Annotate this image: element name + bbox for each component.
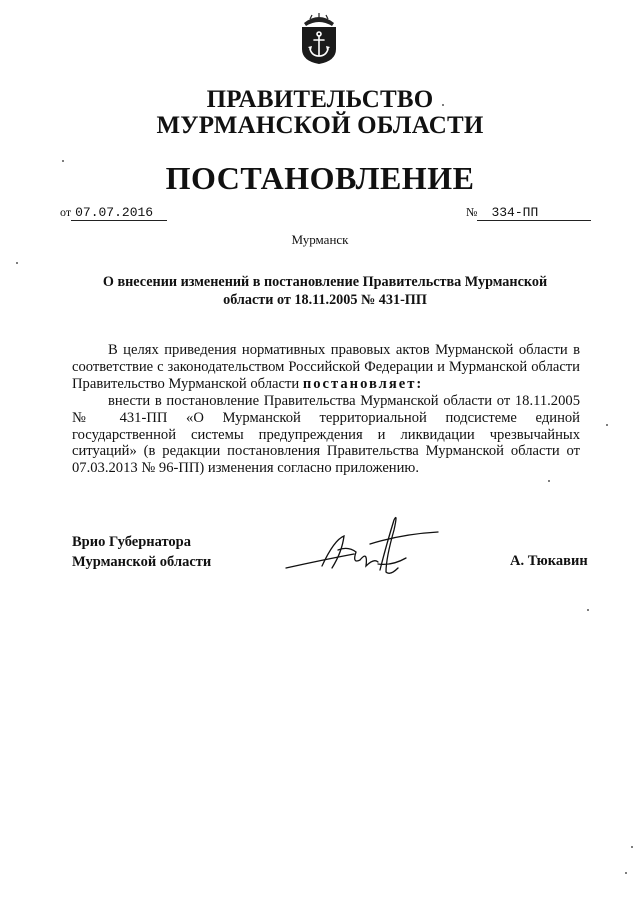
scan-speck [606,424,608,426]
document-number [466,205,591,221]
paragraph1-text: В целях приведения нормативных правовых актов Мурманской области в соответствие с законодательством Российской Федерации и Мурманской области Правительство Мурманской области [72,342,580,392]
scan-speck [442,104,444,106]
government-title-line2: МУРМАНСКОЙ ОБЛАСТИ [156,112,484,139]
position-line2: Мурманской области [72,554,212,570]
position-line1: Врио Губернатора [72,534,191,550]
scan-speck [625,872,627,874]
number-prefix: № [466,205,478,219]
body-paragraph-2: внести в постановление Правительства Мурманской области от 18.11.2005 № 431-ПП «О Мурманской территориальной подсистеме единой государственной системы предупреждения и ликвидации чрезвычайных ситуаций» (в редакции постановления Правительства Мурманской области от 07.03.2013 № 96-ПП) изменения согласно приложению. [72,393,580,477]
scan-speck [631,846,633,848]
scan-speck [548,480,550,482]
subject-line2: области от 18.11.2005 № 431-ПП [223,292,427,308]
scan-speck [587,609,589,611]
government-title-line1: ПРАВИТЕЛЬСТВО [206,86,434,113]
signatory-position [72,532,211,572]
coat-of-arms-icon [298,13,340,65]
number-value: 334-ПП [477,205,591,221]
document-type-title: ПОСТАНОВЛЕНИЕ [165,160,475,196]
scan-speck [62,160,64,162]
date-value: 07.07.2016 [71,205,167,221]
body-paragraph-1 [72,342,580,392]
resolution-keyword: постановляет: [302,375,424,392]
date-prefix: от [60,205,72,219]
city-label: Мурманск [291,232,349,247]
signatory-name: А. Тюкавин [510,553,588,569]
subject-line1: О внесении изменений в постановление Правительства Мурманской [102,274,548,290]
handwritten-signature-icon [282,510,442,582]
document-subject [90,273,560,309]
scan-speck [16,262,18,264]
document-date [60,205,167,221]
